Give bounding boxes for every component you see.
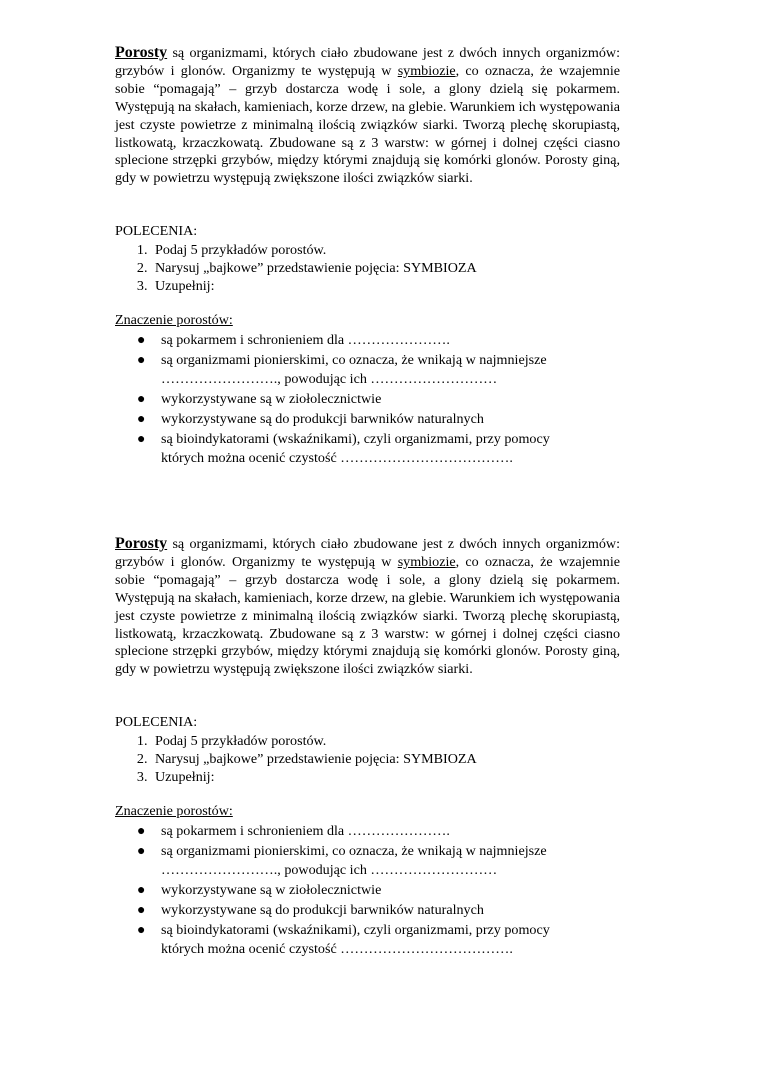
symbiosis-term: symbiozie — [397, 62, 456, 79]
list-item — [137, 921, 620, 959]
bullet-icon: ● — [137, 432, 146, 448]
list-item-text-cont: ……………………., powodując ich ……………………… — [161, 862, 498, 879]
paragraph-text-b: , co oznacza, że wzajemnie sobie “pomagają” – grzyb dostarcza wodę i sole, a glony dzielą się pokarmem. Występują na skałach, kamieniach, korze drzew, na glebie. Warunkiem ich występowania jest czyste powietrze z minimalną ilością związków siarki. Tworzą plechę skorupiastą, listkowatą, krzaczkowatą. Zbudowane są z 3 warstw: w górnej i dolnej części ciasno splecione strzępki grzybów, między którymi znajdują się komórki glonów. Porosty giną, gdy w powietrzu występują zwiększone ilości związków siarki. — [115, 553, 620, 678]
bullet-icon: ● — [137, 903, 146, 919]
list-item-text-cont: ……………………., powodując ich ……………………… — [161, 371, 498, 388]
list-item — [137, 430, 620, 468]
bullet-icon: ● — [137, 333, 146, 349]
list-item-text: są pokarmem i schronieniem dla …………………. — [161, 332, 450, 349]
task-list — [115, 241, 620, 295]
intro-paragraph — [115, 44, 620, 188]
bullet-icon: ● — [137, 923, 146, 939]
list-item — [137, 410, 620, 429]
list-item — [137, 901, 620, 920]
list-item-text: są organizmami pionierskimi, co oznacza, że wnikają w najmniejsze — [161, 352, 547, 369]
task-item: 3. Uzupełnij: — [151, 768, 620, 786]
importance-heading: Znaczenie porostów: — [115, 803, 233, 820]
bullet-icon: ● — [137, 412, 146, 428]
list-item — [137, 881, 620, 900]
list-item — [137, 351, 620, 389]
list-item-text: są pokarmem i schronieniem dla …………………. — [161, 823, 450, 840]
worksheet-section-1 — [115, 44, 620, 469]
list-item-text: są bioindykatorami (wskaźnikami), czyli organizmami, przy pomocy — [161, 431, 550, 448]
task-item: 1. Podaj 5 przykładów porostów. — [151, 241, 620, 259]
bullet-icon: ● — [137, 824, 146, 840]
task-list — [115, 732, 620, 786]
paragraph-text-b: , co oznacza, że wzajemnie sobie “pomagają” – grzyb dostarcza wodę i sole, a glony dzielą się pokarmem. Występują na skałach, kamieniach, korze drzew, na glebie. Warunkiem ich występowania jest czyste powietrze z minimalną ilością związków siarki. Tworzą plechę skorupiastą, listkowatą, krzaczkowatą. Zbudowane są z 3 warstw: w górnej i dolnej części ciasno splecione strzępki grzybów, między którymi znajdują się komórki glonów. Porosty giną, gdy w powietrzu występują zwiększone ilości związków siarki. — [115, 62, 620, 187]
importance-list — [115, 331, 620, 468]
list-item — [137, 842, 620, 880]
importance-heading: Znaczenie porostów: — [115, 312, 233, 329]
title-word: Porosty — [115, 535, 168, 552]
tasks-heading: POLECENIA: — [115, 223, 198, 240]
bullet-icon: ● — [137, 844, 146, 860]
list-item — [137, 390, 620, 409]
list-item-text-cont: których można ocenić czystość ………………………………. — [161, 941, 513, 958]
task-item: 1. Podaj 5 przykładów porostów. — [151, 732, 620, 750]
tasks-heading: POLECENIA: — [115, 714, 198, 731]
bullet-icon: ● — [137, 353, 146, 369]
list-item — [137, 331, 620, 350]
list-item-text: wykorzystywane są do produkcji barwników naturalnych — [161, 411, 484, 428]
task-item: 3. Uzupełnij: — [151, 277, 620, 295]
title-word: Porosty — [115, 44, 168, 61]
list-item-text: są bioindykatorami (wskaźnikami), czyli organizmami, przy pomocy — [161, 922, 550, 939]
bullet-icon: ● — [137, 883, 146, 899]
bullet-icon: ● — [137, 392, 146, 408]
list-item-text: wykorzystywane są w ziołolecznictwie — [161, 391, 382, 408]
list-item-text: wykorzystywane są do produkcji barwników naturalnych — [161, 902, 484, 919]
list-item-text: wykorzystywane są w ziołolecznictwie — [161, 882, 382, 899]
intro-paragraph — [115, 535, 620, 679]
list-item — [137, 822, 620, 841]
list-item-text: są organizmami pionierskimi, co oznacza, że wnikają w najmniejsze — [161, 843, 547, 860]
importance-list — [115, 822, 620, 959]
task-item: 2. Narysuj „bajkowe” przedstawienie pojęcia: SYMBIOZA — [151, 750, 620, 768]
task-item: 2. Narysuj „bajkowe” przedstawienie pojęcia: SYMBIOZA — [151, 259, 620, 277]
symbiosis-term: symbiozie — [397, 553, 456, 570]
list-item-text-cont: których można ocenić czystość ………………………………. — [161, 450, 513, 467]
worksheet-section-2 — [115, 535, 620, 960]
paragraph-text-a: są organizmami, których ciało zbudowane jest z dwóch innych organizmów: grzybów i glonów. Organizmy te występują w — [115, 536, 620, 570]
paragraph-text-a: są organizmami, których ciało zbudowane jest z dwóch innych organizmów: grzybów i glonów. Organizmy te występują w — [115, 45, 620, 79]
